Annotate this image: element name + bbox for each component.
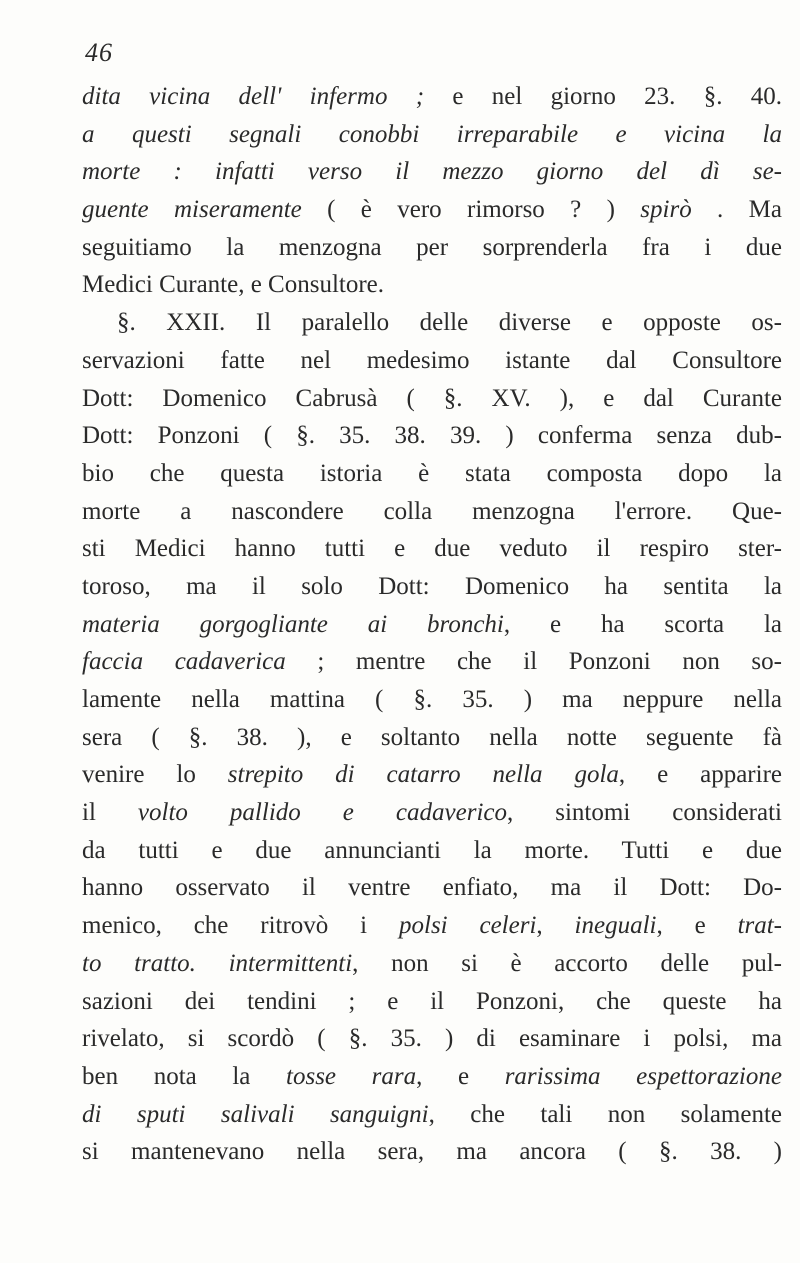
- text-run: Dott: Ponzoni ( §. 35. 38. 39. ) conferma senza dub-: [82, 422, 782, 450]
- body-text: [82, 78, 782, 1171]
- text-run: §. XXII. Il paralello delle diverse e opposte os-: [117, 309, 782, 337]
- text-line: [82, 380, 782, 418]
- italic-text: volto pallido e cadaverico: [137, 799, 507, 827]
- italic-text: faccia cadaverica: [82, 648, 286, 676]
- text-line: [82, 681, 782, 719]
- text-line: [82, 869, 782, 907]
- text-run: da tutti e due annuncianti la morte. Tutti e due: [82, 836, 782, 864]
- text-line: [82, 304, 782, 342]
- text-run: , che tali non solamente: [428, 1100, 782, 1128]
- text-run: rivelato, si scordò ( §. 35. ) di esaminare i polsi, ma: [82, 1025, 782, 1053]
- italic-text: morte : infatti verso il mezzo giorno del dì se-: [82, 158, 782, 186]
- text-line: [82, 794, 782, 832]
- text-line: [82, 530, 782, 568]
- text-run: bio che questa istoria è stata composta dopo la: [82, 459, 782, 487]
- italic-text: strepito di catarro nella gola: [227, 761, 619, 789]
- italic-text: ineguali: [574, 912, 657, 940]
- text-line: [82, 116, 782, 154]
- text-run: sti Medici hanno tutti e due veduto il respiro ster-: [82, 535, 782, 563]
- text-line: [82, 417, 782, 455]
- text-line: [82, 266, 782, 304]
- text-line: [82, 342, 782, 380]
- text-run: menico, che ritrovò i: [82, 912, 399, 940]
- italic-text: trat-: [737, 912, 782, 940]
- text-line: [82, 756, 782, 794]
- text-run: si mantenevano nella sera, ma ancora ( §. 38. ): [82, 1138, 782, 1166]
- text-line: [82, 945, 782, 983]
- text-run: e nel giorno 23. §. 40.: [424, 83, 782, 110]
- text-line: [82, 568, 782, 606]
- text-line: [82, 229, 782, 267]
- text-line: [82, 1096, 782, 1134]
- text-run: toroso, ma il solo Dott: Domenico ha sentita la: [82, 572, 782, 600]
- italic-text: rarissima espettorazione: [504, 1062, 782, 1090]
- text-run: ; mentre che il Ponzoni non so-: [285, 648, 782, 676]
- italic-text: tosse rara: [286, 1062, 417, 1090]
- text-line: [82, 606, 782, 644]
- text-line: [82, 719, 782, 757]
- text-run: Medici Curante, e Consultore.: [82, 271, 385, 299]
- text-run: sazioni dei tendini ; e il Ponzoni, che queste ha: [82, 987, 782, 1015]
- text-run: lamente nella mattina ( §. 35. ) ma neppure nella: [82, 686, 782, 713]
- text-run: servazioni fatte nel medesimo istante dal Consultore: [82, 346, 782, 374]
- text-run: , sintomi considerati: [506, 799, 782, 827]
- text-run: hanno osservato il ventre enfiato, ma il Dott: Do-: [82, 874, 782, 902]
- italic-text: a questi segnali conobbi irreparabile e vicina la: [82, 120, 782, 148]
- text-run: venire lo: [82, 761, 228, 789]
- italic-text: polsi celeri: [399, 912, 537, 940]
- text-line: [82, 153, 782, 191]
- italic-text: to tratto. intermittenti: [82, 949, 353, 977]
- text-run: , non si è accorto delle pul-: [352, 949, 782, 977]
- text-run: ,: [536, 912, 575, 940]
- text-line: [82, 907, 782, 945]
- text-run: , e ha scorta la: [503, 610, 782, 638]
- text-run: seguitiamo la menzogna per sorprenderla fra i due: [82, 233, 782, 261]
- text-line: [82, 983, 782, 1021]
- italic-text: materia gorgogliante ai bronchi: [82, 610, 504, 638]
- text-run: ( è vero rimorso ? ): [301, 196, 641, 224]
- text-line: [82, 1020, 782, 1058]
- text-run: ben nota la: [82, 1062, 287, 1090]
- text-line: [82, 78, 782, 116]
- italic-text: di sputi salivali sanguigni: [82, 1100, 429, 1128]
- text-line: [82, 455, 782, 493]
- text-run: , e apparire: [618, 761, 782, 789]
- text-line: [82, 493, 782, 531]
- text-run: . Ma: [691, 196, 782, 224]
- text-run: , e: [656, 912, 738, 940]
- italic-text: dita vicina dell' infermo ;: [82, 83, 425, 110]
- text-run: , e: [416, 1062, 505, 1090]
- text-line: [82, 1058, 782, 1096]
- italic-text: spirò: [640, 196, 692, 224]
- text-line: [82, 832, 782, 870]
- text-run: Dott: Domenico Cabrusà ( §. XV. ), e dal Curante: [82, 384, 782, 412]
- text-line: [82, 1133, 782, 1171]
- text-run: il: [82, 799, 138, 827]
- italic-text: guente miseramente: [82, 196, 302, 224]
- text-run: morte a nascondere colla menzogna l'errore. Que-: [82, 497, 782, 525]
- page-number: 46: [85, 38, 113, 67]
- text-line: [82, 643, 782, 681]
- text-run: sera ( §. 38. ), e soltanto nella notte seguente fà: [82, 723, 782, 751]
- text-line: [82, 191, 782, 229]
